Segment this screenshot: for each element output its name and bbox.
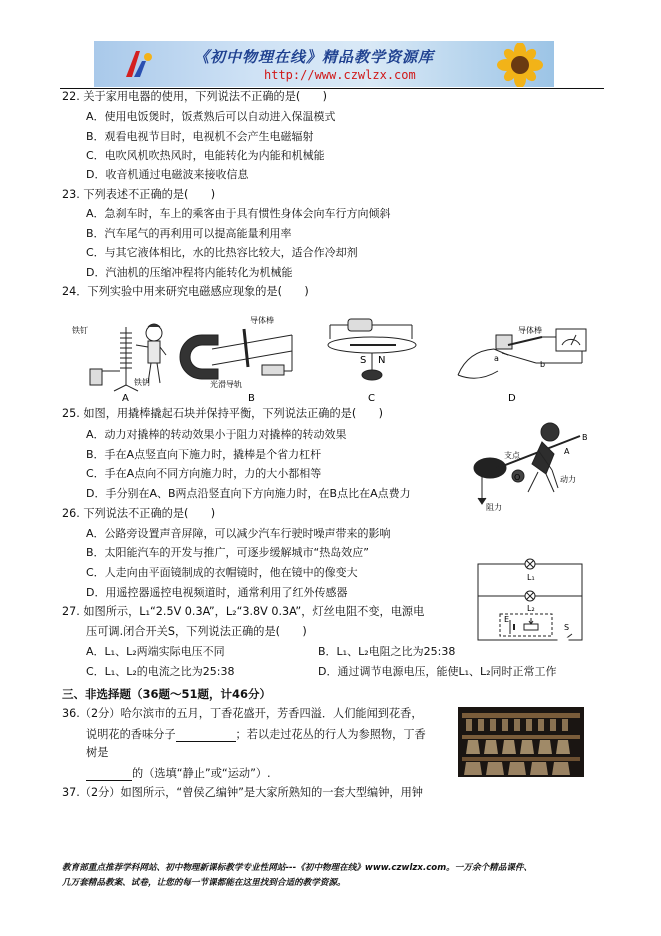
- q23-stem: 23. 下列表述不正确的是( ): [62, 188, 216, 201]
- q24-fig-d-point-b: b: [540, 360, 546, 369]
- q27-option-a: A．L₁、L₂两端实际电压不同: [86, 645, 225, 658]
- q25-fig-point-o: O: [514, 473, 521, 482]
- q36-line1: 36.（2分）哈尔滨市的五月，丁香花盛开，芳香四溢．人们能闻到花香，: [62, 707, 423, 720]
- q24-stem: 24．下列实验中用来研究电磁感应现象的是( ): [62, 285, 309, 298]
- banner-url[interactable]: http://www.czwlzx.com: [264, 68, 416, 82]
- q36-blank-2[interactable]: [86, 766, 132, 781]
- q24-fig-c-letter: C: [368, 393, 375, 404]
- q24-fig-b-letter: B: [248, 393, 255, 404]
- q25-fig-label-fulcrum: 支点: [504, 451, 520, 460]
- q25-option-a: A．动力对撬棒的转动效果小于阻力对撬棒的转动效果: [86, 428, 347, 441]
- q24-fig-a-label-nail: 铁钉: [72, 326, 88, 335]
- q36-line2-part2: ；若以走过花丛的行人为参照物，丁香: [235, 728, 426, 741]
- q26-option-b: B．太阳能汽车的开发与推广，可逐步缓解城市“热岛效应”: [86, 546, 369, 559]
- q26-option-c: C．人走向由平面镜制成的衣帽镜时，他在镜中的像变大: [86, 566, 358, 579]
- q27-fig-label-s: S: [564, 623, 570, 632]
- q26-option-a: A．公路旁设置声音屏障，可以减少汽车行驶时噪声带来的影响: [86, 527, 391, 540]
- q24-fig-d-label-conductor: 导体棒: [518, 326, 542, 335]
- q36-line2: [86, 727, 426, 742]
- chime-bells-photo: [458, 707, 584, 777]
- q25-fig-label-load: 阻力: [486, 503, 502, 512]
- q24-fig-c: [328, 319, 416, 380]
- q24-fig-d-point-a: a: [494, 354, 499, 363]
- q24-fig-b-label-conductor: 导体棒: [250, 316, 274, 325]
- q22-option-a: A．使用电饭煲时，饭煮熟后可以自动进入保温模式: [86, 110, 336, 123]
- q36-blank-1[interactable]: [176, 727, 236, 742]
- q22-option-d: D．收音机通过电磁波来接收信息: [86, 168, 249, 181]
- q36-line4: [86, 766, 271, 781]
- q27-option-b: B．L₁、L₂电阻之比为25:38: [318, 645, 456, 658]
- banner-title: 《初中物理在线》精品教学资源库: [194, 48, 435, 66]
- q23-option-d: D．汽油机的压缩冲程将内能转化为机械能: [86, 266, 293, 279]
- q25-option-d: D．手分别在A、B两点沿竖直向下方向施力时，在B点比在A点费力: [86, 487, 411, 500]
- sunflower-icon: [480, 43, 550, 87]
- q27-fig-label-e: E: [504, 615, 510, 624]
- header-rule: [60, 88, 604, 89]
- q23-option-b: B．汽车尾气的再利用可以提高能量利用率: [86, 227, 292, 240]
- q26-option-d: D．用遥控器遥控电视频道时，通常利用了红外传感器: [86, 586, 348, 599]
- q27-circuit-figure: [472, 558, 588, 648]
- q27-stem-line2: 压可调.闭合开关S，下列说法正确的是( ): [86, 625, 307, 638]
- site-logo-icon: [122, 47, 156, 81]
- q36-line3: 树是: [86, 746, 109, 759]
- footer-line2: 几万套精品教案、试卷，让您的每一节课都能在这里找到合适的教学资源。: [62, 878, 346, 888]
- q27-fig-label-l1: L₁: [527, 573, 535, 582]
- q24-fig-a-letter: A: [122, 393, 129, 404]
- q23-option-c: C．与其它液体相比，水的比热容比较大，适合作冷却剂: [86, 246, 358, 259]
- q25-lever-figure: [468, 410, 596, 514]
- section-3-title: 三、非选择题（36题～51题，计46分）: [62, 687, 272, 701]
- q25-fig-point-a: A: [564, 447, 570, 456]
- q22-stem: 22. 关于家用电器的使用，下列说法不正确的是( ): [62, 90, 328, 103]
- q36-line2-part1: 说明花的香味分子: [86, 728, 176, 741]
- q25-fig-point-b: B: [582, 433, 588, 442]
- q25-stem: 25. 如图，用撬棒撬起石块并保持平衡，下列说法正确的是( ): [62, 407, 383, 420]
- q25-option-c: C．手在A点向不同方向施力时，力的大小都相等: [86, 467, 322, 480]
- footer-line1: 教育部重点推荐学科网站、初中物理新课标教学专业性网站---《初中物理在线》www.czwlzx.com。一万余个精品课件、: [62, 863, 533, 873]
- q37-line1: 37.（2分）如图所示，“曾侯乙编钟”是大家所熟知的一套大型编钟，用钟: [62, 786, 423, 799]
- q36-line4-text: 的（选填“静止”或“运动”）.: [132, 767, 271, 780]
- q22-option-c: C．电吹风机吹热风时，电能转化为内能和机械能: [86, 149, 325, 162]
- q24-fig-b-label-rail: 光滑导轨: [210, 380, 242, 389]
- q27-fig-label-l2: L₂: [527, 604, 535, 613]
- q24-fig-c-pole-n: N: [378, 355, 386, 366]
- q24-fig-a: [90, 324, 166, 391]
- q24-fig-c-pole-s: S: [360, 355, 367, 366]
- q24-fig-d: [458, 329, 586, 378]
- q24-fig-b: [180, 329, 292, 379]
- q24-fig-d-letter: D: [508, 393, 516, 404]
- q27-option-c: C．L₁、L₂的电流之比为25:38: [86, 665, 235, 678]
- q26-stem: 26. 下列说法不正确的是( ): [62, 507, 216, 520]
- q23-option-a: A．急刹车时，车上的乘客由于具有惯性身体会向车行方向倾斜: [86, 207, 391, 220]
- q25-fig-label-effort: 动力: [560, 475, 576, 484]
- q24-fig-a-label-rod: 铁钥: [134, 378, 150, 387]
- q22-option-b: B．观看电视节目时，电视机不会产生电磁辐射: [86, 130, 314, 143]
- q27-option-d: D．通过调节电源电压，能使L₁、L₂同时正常工作: [318, 665, 557, 678]
- q27-stem-line1: 27. 如图所示，L₁“2.5V 0.3A”，L₂“3.8V 0.3A”，灯丝电阻不变，电源电: [62, 605, 425, 618]
- header-banner: [94, 41, 554, 87]
- q24-figure: [62, 305, 602, 405]
- q25-option-b: B．手在A点竖直向下施力时，撬棒是个省力杠杆: [86, 448, 322, 461]
